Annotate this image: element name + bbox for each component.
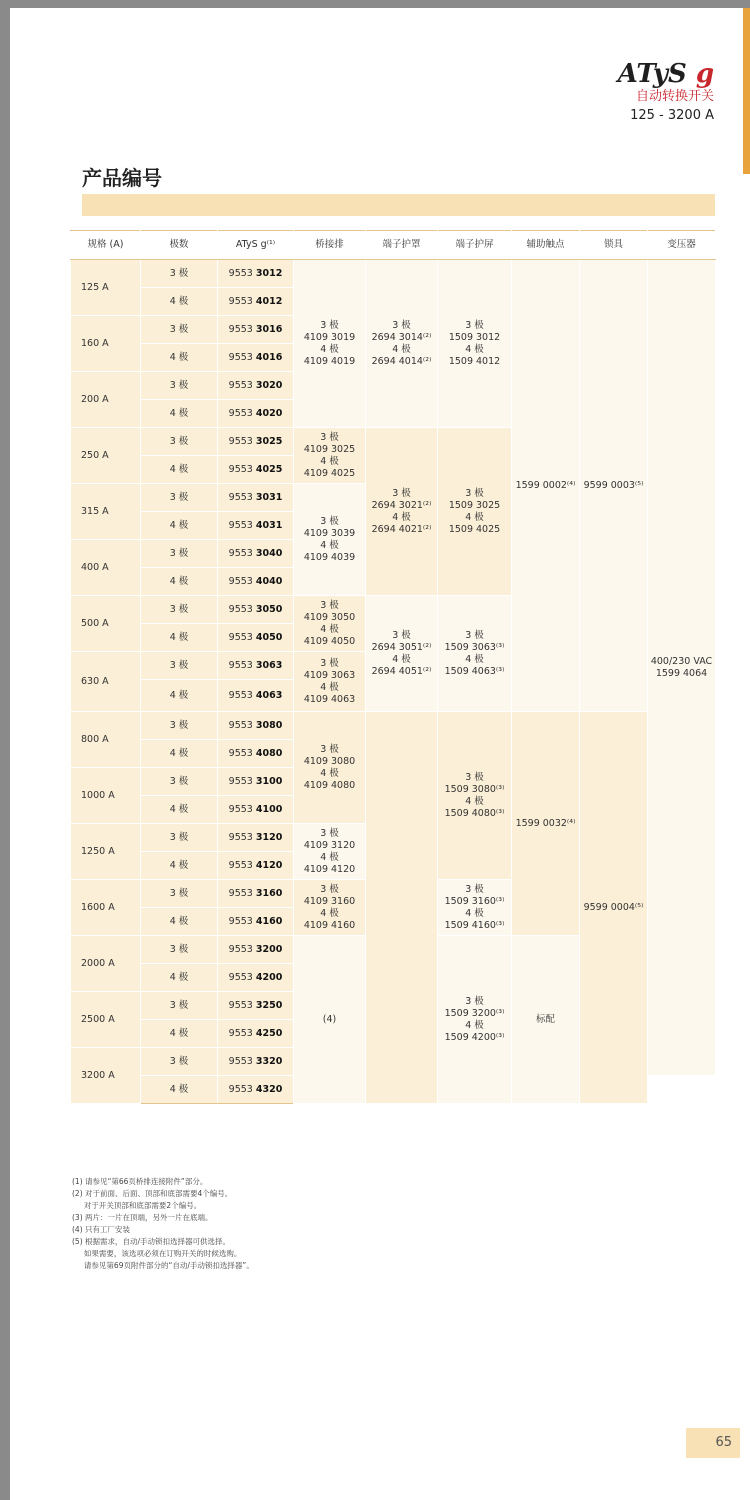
page-number: 65	[686, 1428, 740, 1458]
ref-cell	[218, 428, 294, 456]
header-aux: 辅助触点	[512, 231, 580, 260]
ref-prefix: 9553	[228, 631, 256, 643]
footnotes	[72, 1176, 254, 1272]
ref-code: 3250	[255, 999, 283, 1011]
poles-cell: 3 极	[141, 596, 218, 624]
product-title-main: ATyS	[617, 59, 696, 89]
ref-prefix: 9553	[228, 719, 256, 731]
ref-cell	[218, 316, 294, 344]
ref-code: 4080	[255, 747, 283, 759]
ref-prefix: 9553	[228, 915, 256, 927]
product-title-g: g	[695, 59, 714, 89]
ref-code: 3031	[255, 491, 283, 503]
cover-cell: 3 极 2694 3021⁽²⁾ 4 极 2694 4021⁽²⁾	[366, 428, 438, 596]
footnote: 对于开关顶部和底部需要2个编号。	[72, 1201, 202, 1210]
poles-cell: 4 极	[141, 908, 218, 936]
footnote: (3) 两片：一片在顶端，另外一片在底端。	[72, 1213, 213, 1222]
ref-code: 4100	[255, 803, 283, 815]
lock-cell: 9599 0004⁽⁵⁾	[580, 712, 648, 1104]
poles-cell: 4 极	[141, 456, 218, 484]
ref-prefix: 9553	[228, 999, 256, 1011]
poles-cell: 3 极	[141, 540, 218, 568]
ref-prefix: 9553	[228, 659, 256, 671]
ref-prefix: 9553	[228, 775, 256, 787]
bridge-cell: 3 极 4109 3160 4 极 4109 4160	[294, 880, 366, 936]
poles-cell: 3 极	[141, 936, 218, 964]
rating-cell: 125 A	[71, 260, 141, 316]
ref-cell	[218, 568, 294, 596]
ref-prefix: 9553	[228, 435, 256, 447]
poles-cell: 3 极	[141, 824, 218, 852]
ref-prefix: 9553	[228, 547, 256, 559]
footnote: (4) 只有工厂安装	[72, 1225, 131, 1234]
poles-cell: 3 极	[141, 712, 218, 740]
poles-cell: 3 极	[141, 316, 218, 344]
ref-cell	[218, 456, 294, 484]
poles-cell: 4 极	[141, 680, 218, 712]
poles-cell: 3 极	[141, 992, 218, 1020]
aux-cell: 1599 0002⁽⁴⁾	[512, 260, 580, 712]
ref-code: 3063	[255, 659, 283, 671]
ref-code: 3120	[255, 831, 283, 843]
page-title: 产品编号	[82, 166, 162, 190]
ref-prefix: 9553	[228, 267, 256, 279]
ref-prefix: 9553	[228, 1083, 256, 1095]
screen-cell: 3 极 1509 3160⁽³⁾ 4 极 1509 4160⁽³⁾	[438, 880, 512, 936]
ref-cell	[218, 824, 294, 852]
poles-cell: 4 极	[141, 512, 218, 540]
ref-cell	[218, 512, 294, 540]
bridge-cell: (4)	[294, 936, 366, 1104]
ref-code: 3080	[255, 719, 283, 731]
ref-code: 3020	[255, 379, 283, 391]
header-screen: 端子护屏	[438, 231, 512, 260]
product-title	[618, 60, 714, 88]
rating-cell: 1250 A	[71, 824, 141, 880]
rating-cell: 315 A	[71, 484, 141, 540]
rating-cell: 400 A	[71, 540, 141, 596]
footnote: (1) 请参见“第66页桥排连接附件”部分。	[72, 1177, 208, 1186]
header-poles: 极数	[141, 231, 218, 260]
poles-cell: 4 极	[141, 400, 218, 428]
ref-code: 3040	[255, 547, 283, 559]
ref-code: 4016	[255, 351, 283, 363]
rating-cell: 3200 A	[71, 1048, 141, 1104]
ref-prefix: 9553	[228, 1055, 256, 1067]
ref-code: 4025	[255, 463, 283, 475]
ref-prefix: 9553	[228, 689, 256, 701]
poles-cell: 4 极	[141, 624, 218, 652]
ref-cell	[218, 484, 294, 512]
ref-prefix: 9553	[228, 295, 256, 307]
ref-code: 4020	[255, 407, 283, 419]
ref-code: 4050	[255, 631, 283, 643]
product-range: 125 - 3200 A	[630, 108, 714, 123]
poles-cell: 3 极	[141, 260, 218, 288]
title-band	[82, 194, 715, 216]
ref-code: 4160	[255, 915, 283, 927]
header-lock: 锁具	[580, 231, 648, 260]
table-row	[71, 712, 716, 740]
footnote: 如果需要，该选项必须在订购开关的时候选购。	[72, 1249, 242, 1258]
footnote: (5) 根据需求，自动/手动锁扣选择器可供选择。	[72, 1237, 231, 1246]
ref-code: 3100	[255, 775, 283, 787]
header-transformer: 变压器	[648, 231, 716, 260]
ref-cell	[218, 344, 294, 372]
ref-code: 4200	[255, 971, 283, 983]
ref-prefix: 9553	[228, 943, 256, 955]
ref-code: 3200	[255, 943, 283, 955]
ref-prefix: 9553	[228, 1027, 256, 1039]
rating-cell: 1600 A	[71, 880, 141, 936]
ref-prefix: 9553	[228, 519, 256, 531]
bridge-cell: 3 极 4109 3025 4 极 4109 4025	[294, 428, 366, 484]
poles-cell: 4 极	[141, 964, 218, 992]
ref-prefix: 9553	[228, 351, 256, 363]
ref-cell	[218, 992, 294, 1020]
ref-prefix: 9553	[228, 603, 256, 615]
screen-cell: 3 极 1509 3025 4 极 1509 4025	[438, 428, 512, 596]
rating-cell: 160 A	[71, 316, 141, 372]
rating-cell: 2000 A	[71, 936, 141, 992]
header-cover: 端子护罩	[366, 231, 438, 260]
ref-code: 4040	[255, 575, 283, 587]
ref-cell	[218, 624, 294, 652]
ref-code: 4320	[255, 1083, 283, 1095]
ref-prefix: 9553	[228, 463, 256, 475]
ref-cell	[218, 1076, 294, 1104]
ref-prefix: 9553	[228, 491, 256, 503]
ref-cell	[218, 1048, 294, 1076]
bridge-cell: 3 极 4109 3080 4 极 4109 4080	[294, 712, 366, 824]
ref-cell	[218, 680, 294, 712]
poles-cell: 4 极	[141, 796, 218, 824]
ref-code: 3050	[255, 603, 283, 615]
ref-cell	[218, 740, 294, 768]
ref-cell	[218, 936, 294, 964]
screen-cell: 3 极 1509 3063⁽³⁾ 4 极 1509 4063⁽³⁾	[438, 596, 512, 712]
ref-cell	[218, 964, 294, 992]
footnote: (2) 对于前面、后面、顶部和底部需要4个编号。	[72, 1189, 233, 1198]
ref-cell	[218, 1020, 294, 1048]
rating-cell: 2500 A	[71, 992, 141, 1048]
ref-prefix: 9553	[228, 747, 256, 759]
aux-cell: 1599 0032⁽⁴⁾	[512, 712, 580, 936]
bridge-cell: 3 极 4109 3120 4 极 4109 4120	[294, 824, 366, 880]
ref-code: 4063	[255, 689, 283, 701]
ref-code: 4120	[255, 859, 283, 871]
ref-code: 4012	[255, 295, 283, 307]
poles-cell: 3 极	[141, 880, 218, 908]
ref-cell	[218, 652, 294, 680]
bridge-cell: 3 极 4109 3050 4 极 4109 4050	[294, 596, 366, 652]
ref-cell	[218, 768, 294, 796]
ref-prefix: 9553	[228, 859, 256, 871]
ref-prefix: 9553	[228, 971, 256, 983]
ref-cell	[218, 852, 294, 880]
lock-cell: 9599 0003⁽⁵⁾	[580, 260, 648, 712]
ref-code: 3320	[255, 1055, 283, 1067]
screen-cell: 3 极 1509 3080⁽³⁾ 4 极 1509 4080⁽³⁾	[438, 712, 512, 880]
ref-code: 4031	[255, 519, 283, 531]
header-atys: ATyS g⁽¹⁾	[218, 231, 294, 260]
footnote: 请参见第69页附件部分的“自动/手动锁扣选择器”。	[72, 1261, 254, 1270]
ref-prefix: 9553	[228, 887, 256, 899]
ref-code: 3025	[255, 435, 283, 447]
ref-code: 3160	[255, 887, 283, 899]
screen-cell: 3 极 1509 3200⁽³⁾ 4 极 1509 4200⁽³⁾	[438, 936, 512, 1104]
poles-cell: 4 极	[141, 344, 218, 372]
edge-accent-bar	[743, 8, 750, 174]
header-bridge: 桥接排	[294, 231, 366, 260]
rating-cell: 250 A	[71, 428, 141, 484]
table-header-row	[71, 231, 716, 260]
poles-cell: 4 极	[141, 1076, 218, 1104]
bridge-cell: 3 极 4109 3019 4 极 4109 4019	[294, 260, 366, 428]
rating-cell: 1000 A	[71, 768, 141, 824]
transformer-cell: 400/230 VAC 1599 4064	[648, 260, 716, 1076]
ref-prefix: 9553	[228, 407, 256, 419]
product-subtitle: 自动转换开关	[635, 89, 714, 104]
poles-cell: 3 极	[141, 768, 218, 796]
ref-cell	[218, 796, 294, 824]
aux-cell: 标配	[512, 936, 580, 1104]
cover-cell-empty	[366, 712, 438, 1104]
brand-block	[618, 60, 714, 126]
ref-prefix: 9553	[228, 323, 256, 335]
ref-cell	[218, 596, 294, 624]
poles-cell: 3 极	[141, 372, 218, 400]
bridge-cell: 3 极 4109 3039 4 极 4109 4039	[294, 484, 366, 596]
table-row	[71, 260, 716, 288]
ref-cell	[218, 260, 294, 288]
bridge-cell: 3 极 4109 3063 4 极 4109 4063	[294, 652, 366, 712]
header-rating: 规格 (A)	[71, 231, 141, 260]
ref-cell	[218, 400, 294, 428]
poles-cell: 4 极	[141, 288, 218, 316]
ref-cell	[218, 288, 294, 316]
screen-cell: 3 极 1509 3012 4 极 1509 4012	[438, 260, 512, 428]
ref-cell	[218, 880, 294, 908]
poles-cell: 4 极	[141, 740, 218, 768]
cover-cell: 3 极 2694 3051⁽²⁾ 4 极 2694 4051⁽²⁾	[366, 596, 438, 712]
ref-prefix: 9553	[228, 575, 256, 587]
ref-prefix: 9553	[228, 379, 256, 391]
rating-cell: 800 A	[71, 712, 141, 768]
ref-code: 4250	[255, 1027, 283, 1039]
poles-cell: 4 极	[141, 568, 218, 596]
poles-cell: 3 极	[141, 428, 218, 456]
poles-cell: 3 极	[141, 1048, 218, 1076]
product-code-table	[70, 230, 716, 1104]
ref-code: 3016	[255, 323, 283, 335]
ref-prefix: 9553	[228, 803, 256, 815]
rating-cell: 630 A	[71, 652, 141, 712]
poles-cell: 3 极	[141, 652, 218, 680]
ref-cell	[218, 540, 294, 568]
poles-cell: 4 极	[141, 1020, 218, 1048]
poles-cell: 3 极	[141, 484, 218, 512]
ref-cell	[218, 908, 294, 936]
ref-cell	[218, 712, 294, 740]
rating-cell: 200 A	[71, 372, 141, 428]
rating-cell: 500 A	[71, 596, 141, 652]
ref-prefix: 9553	[228, 831, 256, 843]
ref-cell	[218, 372, 294, 400]
ref-code: 3012	[255, 267, 283, 279]
poles-cell: 4 极	[141, 852, 218, 880]
cover-cell: 3 极 2694 3014⁽²⁾ 4 极 2694 4014⁽²⁾	[366, 260, 438, 428]
